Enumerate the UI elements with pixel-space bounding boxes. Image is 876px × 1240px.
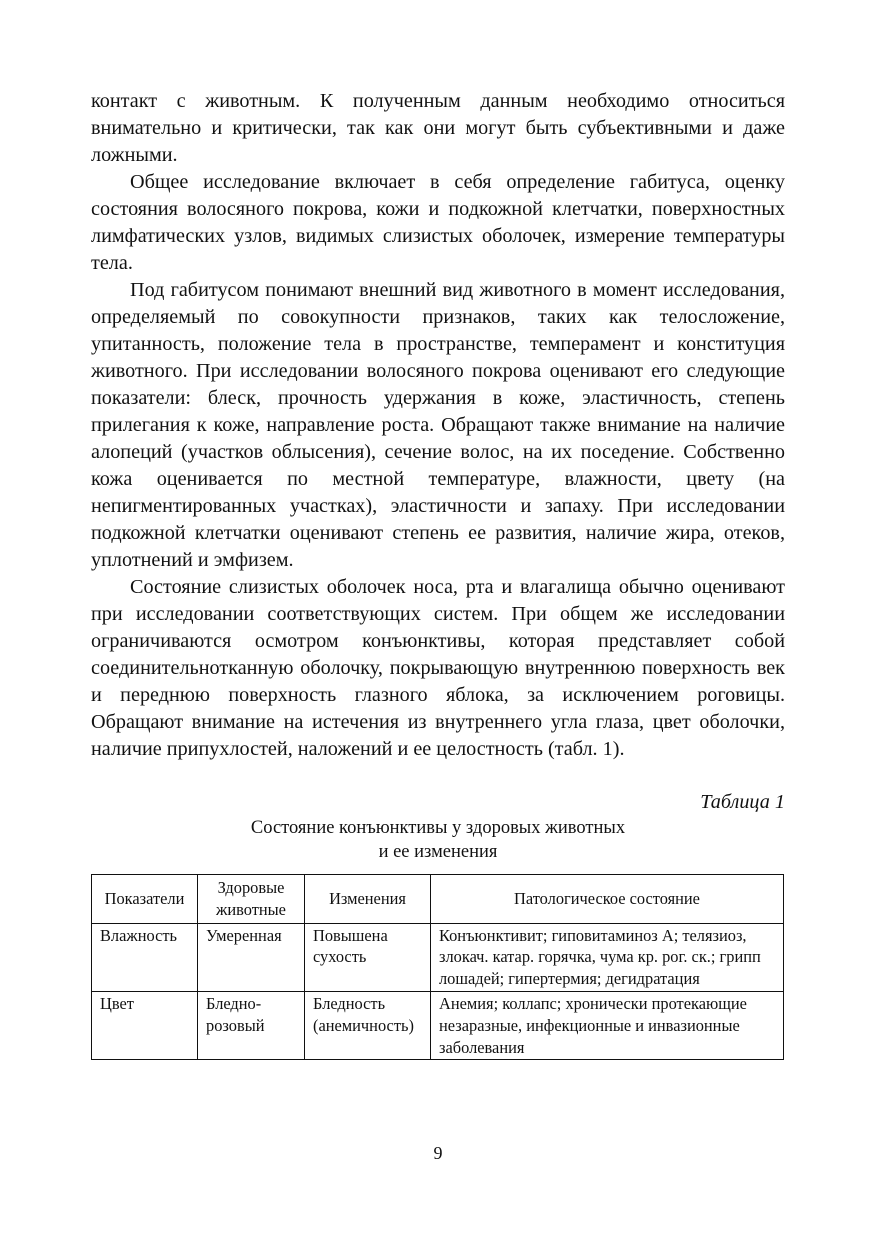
conjunctiva-table <box>91 874 784 1060</box>
table-cell: Анемия; коллапс; хронически протекающие незаразные, инфекционные и инвазионные заболевания <box>431 991 784 1059</box>
table-caption-line-1: Состояние конъюнктивы у здоровых животных <box>250 818 626 838</box>
table-caption <box>91 816 785 864</box>
table-cell: Повышена сухость <box>305 923 431 991</box>
table-header-row <box>92 875 784 924</box>
table-cell: Влажность <box>92 923 198 991</box>
table-cell: Цвет <box>92 991 198 1059</box>
header-indicators: Показатели <box>92 875 198 924</box>
table-label: Таблица 1 <box>700 791 785 813</box>
header-pathological-state: Патологическое состояние <box>431 875 784 924</box>
header-healthy-animals: Здоровые животные <box>198 875 305 924</box>
table-row <box>92 923 784 991</box>
header-changes: Изменения <box>305 875 431 924</box>
page-content <box>91 88 785 1060</box>
table-cell: Бледность (анемичность) <box>305 991 431 1059</box>
table-caption-line-2: и ее изменения <box>378 842 498 862</box>
table-cell: Конъюнктивит; гиповитаминоз А; телязиоз, злокач. катар. горячка, чума кр. рог. ск.; грипп лошадей; гипертермия; дегидратация <box>431 923 784 991</box>
paragraph-3: Под габитусом понимают внешний вид животного в момент исследования, определяемый по совокупности признаков, таких как телосложение, упитанность, положение тела в пространстве, темперамент и конституция животного. При исследовании волосяного покрова оценивают его следующие показатели: блеск, прочность удержания в коже, эластичность, степень прилегания к коже, направление роста. Обращают также внимание на наличие алопеций (участков облысения), сечение волос, на их поседение. Собственно кожа оценивается по местной температуре, влажности, цвету (на непигментированных участках), эластичности и запаху. При исследовании подкожной клетчатки оценивают степень ее развития, наличие жира, отеков, уплотнений и эмфизем. <box>91 279 785 571</box>
table-cell: Бледно-розовый <box>198 991 305 1059</box>
paragraph-4: Состояние слизистых оболочек носа, рта и влагалища обычно оценивают при исследовании соответствующих систем. При общем же исследовании ограничиваются осмотром конъюнктивы, которая представляет собой соединительнотканную оболочку, покрывающую внутреннюю поверхность век и переднюю поверхность глазного яблока, за исключением роговицы. Обращают внимание на истечения из внутреннего угла глаза, цвет оболочки, наличие припухлостей, наложений и ее целостность (табл. 1). <box>91 576 785 760</box>
table-cell: Умеренная <box>198 923 305 991</box>
paragraph-2: Общее исследование включает в себя определение габитуса, оценку состояния волосяного покрова, кожи и подкожной клетчатки, поверхностных лимфатических узлов, видимых слизистых оболочек, измерение температуры тела. <box>91 171 785 274</box>
table-row <box>92 991 784 1059</box>
page-number: 9 <box>433 1143 443 1163</box>
paragraph-1: контакт с животным. К полученным данным необходимо относиться внимательно и критически, так как они могут быть субъективными и даже ложными. <box>91 90 785 166</box>
